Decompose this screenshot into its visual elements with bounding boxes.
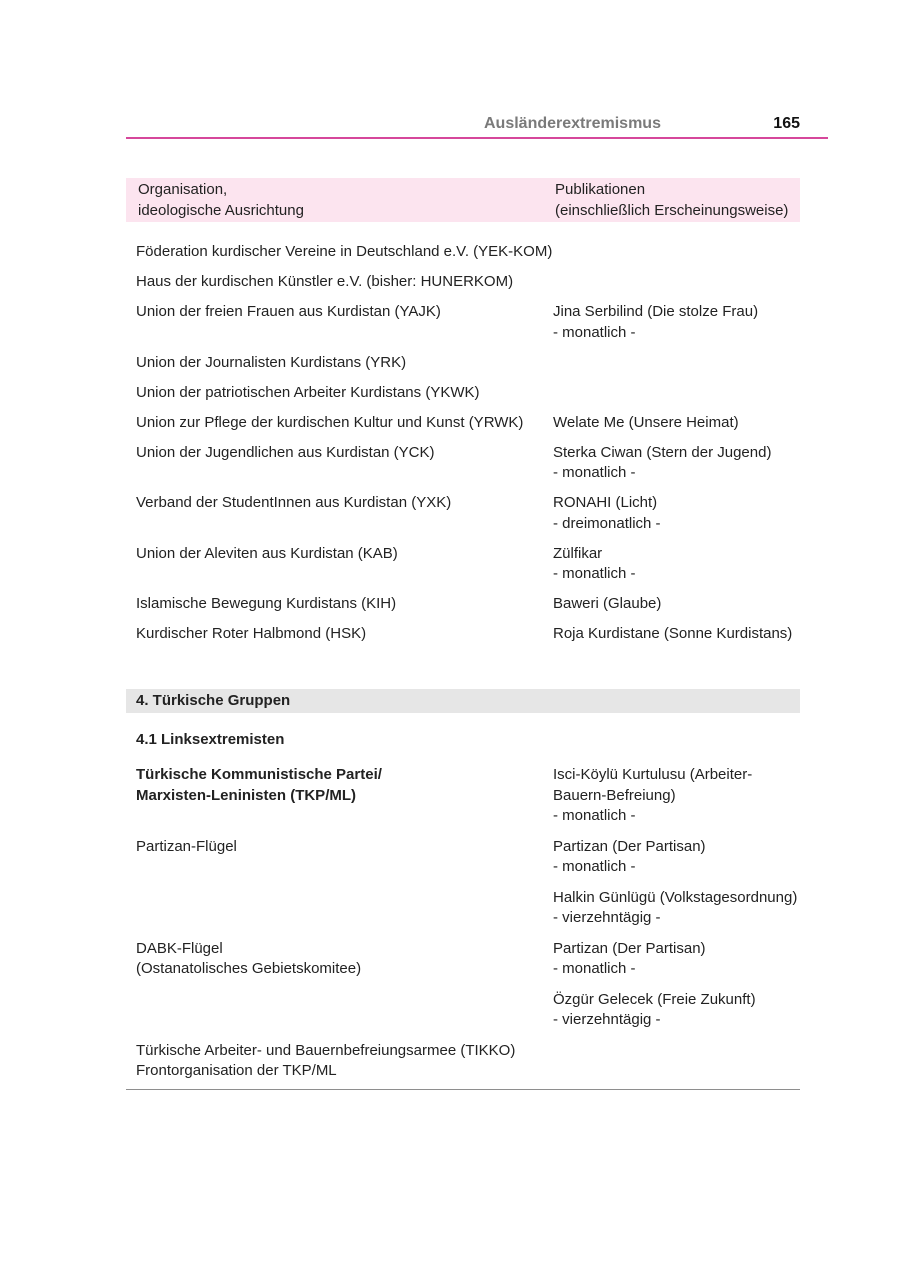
organisation-cell (126, 272, 553, 293)
kurdish-organisations-table (126, 242, 800, 654)
publication-line: - dreimonatlich - (553, 514, 661, 532)
publication-line: - vierzehntägig - (553, 1011, 661, 1028)
publication-cell (553, 272, 800, 293)
publication-line: Özgür Gelecek (Freie Zukunft) (553, 990, 756, 1008)
organisation-line: Union zur Pflege der kurdischen Kultur und Kunst (YRWK) (136, 413, 524, 431)
organisation-cell (126, 383, 553, 404)
table-row (126, 939, 800, 980)
organisation-line: Union der freien Frauen aus Kurdistan (YAJK) (136, 303, 441, 320)
turkish-organisations-table (126, 765, 800, 1092)
publication-line: - monatlich - (553, 565, 636, 582)
table-row (126, 624, 800, 645)
table-row (126, 990, 800, 1031)
publication-cell (553, 353, 800, 374)
organisation-line: Türkische Arbeiter- und Bauernbefreiungsarmee (TIKKO) (136, 1041, 516, 1059)
table-row (126, 353, 800, 374)
chapter-title: Ausländerextremismus (484, 115, 661, 132)
publication-cell (553, 302, 800, 343)
organisation-cell (126, 765, 553, 827)
publication-line: Zülfikar (553, 544, 603, 562)
publication-line: Halkin Günlügü (Volkstagesordnung) (553, 888, 798, 906)
publication-cell (553, 544, 800, 585)
organisation-cell (126, 493, 553, 534)
organisation-line: Frontorganisation der TKP/ML (136, 1062, 337, 1079)
publication-line: - monatlich - (553, 323, 636, 341)
organisation-cell (126, 413, 553, 434)
organisation-line: Haus der kurdischen Künstler e.V. (bisher: HUNERKOM) (136, 273, 514, 290)
publication-line: - vierzehntägig - (553, 909, 661, 926)
section-heading (126, 689, 800, 713)
table-row (126, 383, 800, 404)
organisation-line: Marxisten-Leninisten (TKP/ML) (136, 786, 357, 804)
publication-cell (553, 413, 800, 434)
publication-cell (553, 594, 800, 615)
table-row (126, 413, 800, 434)
table-row (126, 443, 800, 484)
table-row (126, 544, 800, 585)
column-header-line: (einschließlich Erscheinungsweise) (555, 201, 789, 219)
organisation-line: Türkische Kommunistische Partei/ (136, 766, 382, 783)
organisation-line: Föderation kurdischer Vereine in Deutschland e.V. (YEK-KOM) (136, 243, 553, 260)
organisation-line: Islamische Bewegung Kurdistans (KIH) (136, 595, 397, 612)
publication-line: - monatlich - (553, 464, 636, 481)
organisation-line: DABK-Flügel (136, 939, 223, 957)
table-row (126, 493, 800, 534)
subsection-heading: 4.1 Linksextremisten (136, 731, 285, 748)
organisation-cell (126, 544, 553, 585)
publication-cell (553, 624, 800, 645)
column-header-line: ideologische Ausrichtung (138, 201, 304, 219)
publication-line: Isci-Köylü Kurtulusu (Arbeiter- (553, 766, 753, 783)
publication-line: - monatlich - (553, 858, 636, 875)
column-header-publications (555, 180, 800, 222)
publication-cell (553, 443, 800, 484)
publication-cell (553, 242, 800, 263)
table-row (126, 765, 800, 827)
column-header-line: Publikationen (555, 181, 646, 198)
publication-cell (553, 939, 800, 980)
publication-line: Partizan (Der Partisan) (553, 939, 706, 957)
organisation-cell (126, 594, 553, 615)
organisation-line: Union der Aleviten aus Kurdistan (KAB) (136, 544, 398, 562)
publication-cell (553, 888, 800, 929)
organisation-cell (126, 302, 553, 343)
table-row (126, 888, 800, 929)
publication-line: Partizan (Der Partisan) (553, 837, 706, 855)
publication-cell (553, 990, 800, 1031)
publication-cell (553, 493, 800, 534)
publication-line: Baweri (Glaube) (553, 595, 662, 612)
organisation-cell (126, 888, 553, 929)
publication-line: Bauern-Befreiung) (553, 786, 676, 804)
section-heading-text: 4. Türkische Gruppen (136, 692, 291, 709)
publication-cell (553, 1041, 800, 1082)
publication-cell (553, 837, 800, 878)
publication-line: Roja Kurdistane (Sonne Kurdistans) (553, 625, 793, 642)
column-header-line: Organisation, (138, 181, 228, 198)
publication-line: - monatlich - (553, 960, 636, 977)
organisation-cell (126, 443, 553, 484)
column-header-organisation (126, 180, 555, 222)
publication-line: Sterka Ciwan (Stern der Jugend) (553, 443, 772, 461)
organisation-cell (126, 837, 553, 878)
organisation-line: Partizan-Flügel (136, 837, 237, 855)
table-header (126, 178, 800, 222)
organisation-line: Kurdischer Roter Halbmond (HSK) (136, 625, 367, 642)
publication-cell (553, 765, 800, 827)
organisation-cell (126, 990, 553, 1031)
table-row (126, 302, 800, 343)
publication-cell (553, 383, 800, 404)
organisation-cell (126, 242, 553, 263)
organisation-line: Union der Journalisten Kurdistans (YRK) (136, 353, 407, 371)
organisation-cell (126, 1041, 553, 1082)
header-rule (126, 137, 828, 139)
organisation-line: Union der patriotischen Arbeiter Kurdistans (YKWK) (136, 383, 480, 401)
table-end-rule (126, 1089, 800, 1090)
table-row (126, 272, 800, 293)
table-row (126, 242, 800, 263)
organisation-line: (Ostanatolisches Gebietskomitee) (136, 960, 362, 977)
table-row (126, 594, 800, 615)
publication-line: - monatlich - (553, 807, 636, 824)
organisation-cell (126, 939, 553, 980)
page-number: 165 (773, 115, 800, 132)
organisation-line: Union der Jugendlichen aus Kurdistan (YCK) (136, 443, 435, 461)
publication-line: RONAHI (Licht) (553, 494, 658, 511)
organisation-cell (126, 353, 553, 374)
publication-line: Welate Me (Unsere Heimat) (553, 413, 739, 431)
table-row (126, 837, 800, 878)
organisation-cell (126, 624, 553, 645)
publication-line: Jina Serbilind (Die stolze Frau) (553, 303, 759, 320)
table-row (126, 1041, 800, 1082)
organisation-line: Verband der StudentInnen aus Kurdistan (YXK) (136, 494, 452, 511)
